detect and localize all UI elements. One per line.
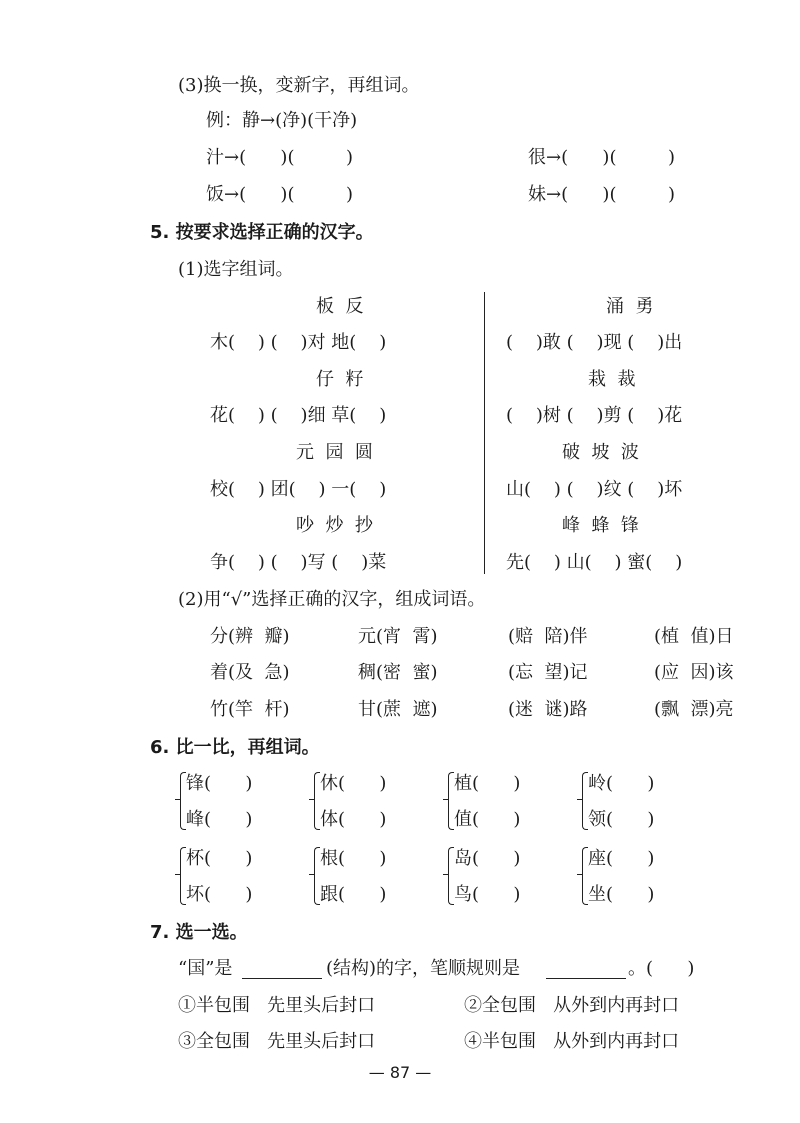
answer-blank-structure[interactable]: [242, 978, 322, 979]
pair6-bottom: 跟( ): [320, 884, 387, 905]
page-number: — 87 —: [368, 1063, 432, 1082]
pair5-bottom: 坏( ): [186, 884, 253, 905]
pair3-bottom: 值( ): [454, 809, 521, 830]
choose-r2-c2: 稠(密 蜜): [358, 662, 438, 683]
q7-option-3: ③全包围 先里头后封口: [178, 1031, 376, 1052]
choose-r2-c4: (应 因)该: [654, 662, 734, 683]
q6-title: 6. 比一比，再组词。: [150, 737, 320, 758]
part3-row1-left: 汁→( )( ): [206, 147, 353, 168]
pair1-top: 锋( ): [186, 773, 253, 794]
choose-r1-c1: 分(辨 瓣): [210, 626, 290, 647]
group3-left-row: 校( ) 团( ) 一( ): [210, 479, 387, 500]
choose-r3-c1: 竹(竿 杆): [210, 699, 290, 720]
pair2-bottom: 体( ): [320, 809, 387, 830]
pair8-bottom: 坐( ): [588, 884, 655, 905]
choose-r1-c4: (植 值)日: [654, 626, 734, 647]
pair4-top: 岭( ): [588, 773, 655, 794]
group1-left-chars: 板 反: [316, 296, 364, 317]
answer-blank-stroke-rule[interactable]: [546, 978, 626, 979]
q7-question-part1: “国”是: [178, 958, 233, 979]
pair3-top: 植( ): [454, 773, 521, 794]
group4-right-chars: 峰 蜂 锋: [562, 515, 639, 536]
choose-r1-c2: 元(宵 霄): [358, 626, 438, 647]
pair5-top: 杯( ): [186, 848, 253, 869]
choose-r3-c4: (飘 漂)亮: [654, 699, 734, 720]
group3-right-row: 山( ) ( )纹 ( )坏: [506, 479, 683, 500]
pair4-bottom: 领( ): [588, 809, 655, 830]
choose-r2-c3: (忘 望)记: [508, 662, 588, 683]
group2-left-chars: 仔 籽: [316, 369, 364, 390]
group1-right-row: ( )敢 ( )现 ( )出: [506, 332, 683, 353]
choose-r1-c3: (赔 陪)伴: [508, 626, 588, 647]
pair1-bottom: 峰( ): [186, 809, 253, 830]
group3-left-chars: 元 园 圆: [296, 442, 373, 463]
group3-right-chars: 破 坡 波: [562, 442, 639, 463]
pair2-top: 休( ): [320, 773, 387, 794]
q7-title: 7. 选一选。: [150, 922, 248, 943]
q7-question-part2: (结构)的字，笔顺规则是: [326, 958, 521, 979]
group4-left-chars: 吵 炒 抄: [296, 515, 373, 536]
choose-r2-c1: 着(及 急): [210, 662, 290, 683]
group1-left-row: 木( ) ( )对 地( ): [210, 332, 387, 353]
group2-left-row: 花( ) ( )细 草( ): [210, 405, 387, 426]
q7-option-1: ①半包围 先里头后封口: [178, 995, 376, 1016]
q7-option-2: ②全包围 从外到内再封口: [464, 995, 680, 1016]
pair6-top: 根( ): [320, 848, 387, 869]
part3-example: 例：静→(净)(干净): [206, 110, 358, 131]
pair7-top: 岛( ): [454, 848, 521, 869]
part3-heading: (3)换一换，变新字，再组词。: [178, 75, 420, 96]
choose-r3-c3: (迷 谜)路: [508, 699, 588, 720]
group2-right-chars: 栽 裁: [588, 369, 636, 390]
q5-sub2: (2)用“√”选择正确的汉字，组成词语。: [178, 589, 486, 610]
column-divider: [484, 292, 485, 574]
pair7-bottom: 鸟( ): [454, 884, 521, 905]
group4-right-row: 先( ) 山( ) 蜜( ): [506, 552, 683, 573]
q5-sub1: (1)选字组词。: [178, 259, 294, 280]
part3-row1-right: 很→( )( ): [528, 147, 675, 168]
choose-r3-c2: 甘(蔗 遮): [358, 699, 438, 720]
group1-right-chars: 涌 勇: [606, 296, 654, 317]
q7-option-4: ④半包围 从外到内再封口: [464, 1031, 680, 1052]
part3-row2-right: 妹→( )( ): [528, 184, 675, 205]
group4-left-row: 争( ) ( )写 ( )菜: [210, 552, 387, 573]
q5-title: 5. 按要求选择正确的汉字。: [150, 222, 374, 243]
q7-question-part3: 。( ): [628, 958, 695, 979]
pair8-top: 座( ): [588, 848, 655, 869]
group2-right-row: ( )树 ( )剪 ( )花: [506, 405, 683, 426]
part3-row2-left: 饭→( )( ): [206, 184, 353, 205]
